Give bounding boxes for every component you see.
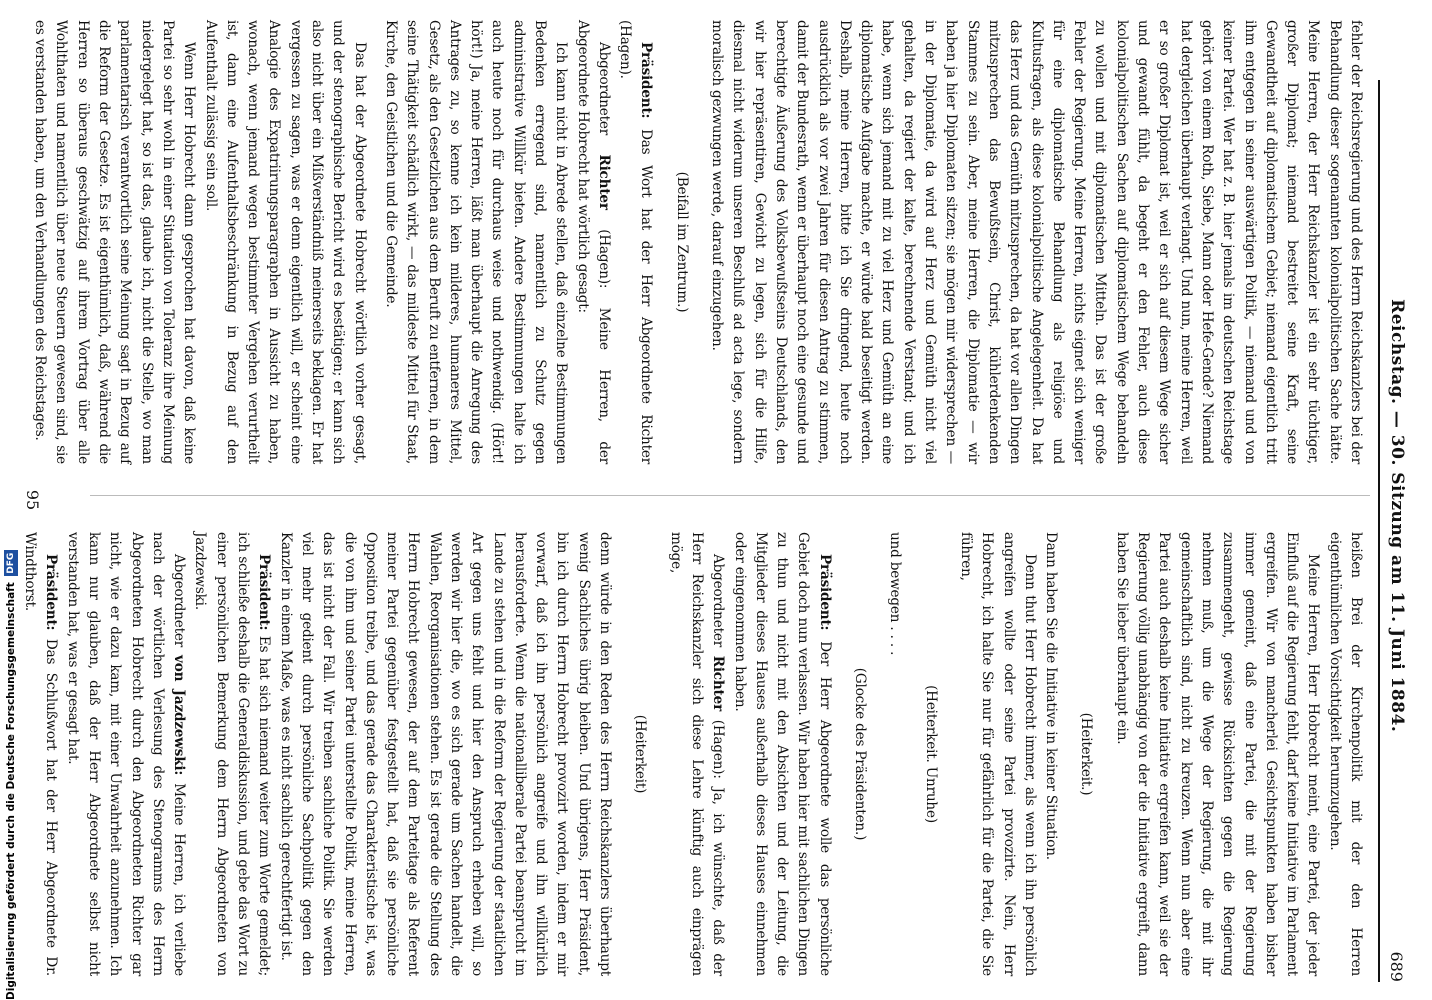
stage-direction: (Heiterkeit)	[632, 714, 649, 794]
stage-direction: (Heiterkeit.)	[1078, 712, 1095, 796]
paragraph	[571, 20, 614, 464]
paragraph	[728, 532, 834, 976]
speaker-name: Präsident:	[256, 554, 273, 631]
paragraph: fehler der Reichsregierung und des Herrn Reichskanzlers bei der Behandlung dieser sogenannten kolonialpolitischen Sache hätte. Meine Herren, der Herr Reichskanzler ist ein sehr tüchtiger, großer Diplomat; niemand bestreitet seine Kraft, seine Gewandtheit auf diplomatischem Gebiet; niemand eigentlich tritt ihm entgegen in seiner auswärtigen Politik, — niemand und von keiner Partei. Wer hat z. B. hier jemals im deutschen Reichstage gehört von einem Roth, Siebe, Mann oder Hefe-Gende? Niemand hat dergleichen überhaupt verlangt. Und nun, meine Herren, weil er so großer Diplomat ist, weil er sich auf diesem Wege sicher und gewandt fühlt, da begeht er den Fehler, auch diese kolonialpolitischen Sachen auf diplomatischem Wege behandeln zu wollen und mit diplomatischen Mitteln. Das ist der große Fehler der Regierung. Meine Herren, nichts eignet sich weniger für eine diplomatische Behandlung als religiöse und Kultusfragen, als diese kolonialpolitische Angelegenheit. Da hat das Herz und das Gemüth mitzusprechen, da hat vor allen Dingen mitzusprechen das Bewußtsein, Christ, kühlerdenkenden Stammes zu sein. Aber, meine Herren, die Diplomatie — wir haben ja hier Diplomaten sitzen; sie mögen mir widersprechen — in der Diplomatie, da wird auf Herz und Gemüth nicht viel gehalten, da regiert der kalte, berechnende Verstand; und ich habe, wenn sich jemand mit zu viel Herz und Gemüth an eine diplomatische Aufgabe machte, er würde bald beseitigt werden. Deshalb, meine Herren, bitte ich Sie dringend, heute noch ausdrücklich als vor zwei Jahren für diesen Antrag zu stimmen, damit der Bundesrath, wenn er überhaupt noch eine gesunde und berechtigte Äußerung des Volksbewußtseins Deutschlands, den wir hier repräsentiren, Gewicht zu legen, sich für die Hilfe, diesmal nicht widerum unseren Beschluß ad acta lege, sondern moralisch gezwungen werde, darauf einzugehen.	[709, 20, 1364, 465]
paragraph: denn würde in den Reden des Herrn Reichskanzlers überhaupt wenig Sachliches übrig bleiben. Und übrigens, Herr Präsident, bin ich durch Herrn Hobrecht provozirt worden, indem er mir vorwarf, daß ich ihn persönlich angreife und ihn willkürlich herausforderte. Wenn die nationalliberale Partei beansprucht im Lande zu stehen und in die Reform der Regierung der staatlichen Art gegen uns fehlt und hier den Anspruch erheben will, so werden wir hier die, wo es sich gerade um Sachen handelt, die Wahlen, Reorganisationen stehen. Es ist gerade die Stellung des Herrn Hobrecht gewesen, der auf dem Parteitage als Referent meiner Partei gegenüber festgestellt hat, daß sie persönliche Opposition treibe, und das gerade das Charakteristische ist, was die von ihm und seiner Partei unterstellte Politik, meine Herren, das ist nicht der Fall. Wir treiben sachliche Politik. Sie werden viel mehr gedient durch persönliche Sachpolitik gegen den Kanzler in einem Maße, was es nicht sachlich gerechtfertigt ist.	[277, 532, 614, 976]
speaker-name: Präsident:	[43, 554, 60, 631]
page-header	[1378, 80, 1414, 982]
paragraph-text: Meine Herren, ich verliebe nach der wörtlichen Verlesung des Stenogramms des Herrn Abgeordneten Hobrecht durch den Abgeordneten Richter gar nicht, wie er dazu kam, mit einer Unwahrheit anzunehmen. Ich kann nur glauben, daß der Herr Abgeordnete selbst nicht verstanden hat, was er gesagt hat.	[64, 532, 188, 977]
paragraph-text: Das Wort hat der Herr Abgeordnete Richter (Hagen).	[617, 20, 655, 464]
dfg-logo: DFG	[4, 550, 18, 576]
left-text-column	[29, 20, 1366, 464]
speaker-name: Präsident:	[638, 42, 655, 119]
paragraph: Das hat der Abgeordnete Hobrecht wörtlich vorher gesagt, und der stenographische Bericht wird es bestätigen; er kann sich also nicht über ein Mißverständniß meinerseits beklagen. Er hat vergessen zu sagen, was er denn eigentlich will, er scheint eine Analogie des Expatriirungsparagraphen in Aussicht zu haben, wonach, wenn jemand wegen bestimmter Vergehen verurtheilt ist, dann eine Aufenthaltsbeschränkung in Bezug auf den Aufenthalt zulässig sein soll.	[202, 20, 368, 464]
digitization-note-text: Digitalisierung gefördert durch die Deutsche Forschungsgemeinschaft	[5, 582, 17, 1000]
digitization-note	[4, 0, 18, 1000]
speaker-name: Richter	[595, 154, 612, 210]
paragraph: Dann haben Sie die Initiative in keiner Situation.	[1043, 532, 1060, 860]
paragraph-gap	[370, 20, 380, 464]
paragraph-text: Das Schlußwort hat der Herr Abgeordnete Dr. Windthorst.	[22, 532, 60, 976]
paragraph: Denn thut Herr Hobrecht immer, als wenn ich ihn persönlich angreifen wollte oder seine Partei provozirte. Nein, Herr Hobrecht, ich halte Sie nur für gefährlich für die Partei, die Sie führen,	[957, 532, 1038, 976]
paragraph: und bewegen . . . .	[887, 532, 904, 656]
paragraph	[189, 532, 274, 976]
paragraph-text: Abgeordneter	[171, 554, 188, 656]
stage-direction: (Glocke des Präsidenten.)	[852, 667, 869, 841]
paragraph-text: Abgeordneter	[710, 554, 727, 656]
footer-page-number: 95	[23, 489, 42, 511]
paragraph: Meine Herren, Herr Hobrecht meint, eine Partei, der jeder Einfluß auf die Regierung fehlt, darf keine Initiative im Parlament ergreifen. Wir von mancherlei Gesichtspunkten haben bisher immer gemeint, daß eine Partei, die mit der Regierung zusammengeht, gewisse Rücksichten gegen die Regierung nehmen muß, um die Wege der Regierung, die mit ihr gemeinschaftlich sind, nicht zu kreuzen. Wenn nun aber eine Partei auch deshalb keine Initiative ergreifen kann, weil sie der Regierung völlig unabhängig von der die Initiative ergreift, dann haben Sie lieber überhaupt ein.	[1113, 532, 1322, 976]
paragraph	[614, 20, 657, 464]
paragraph-text: Abgeordneter	[595, 42, 612, 155]
header-title: Reichstag. — 30. Sitzung am 11. Juni 1884.	[1387, 299, 1407, 733]
stage-direction: (Heiterkeit. Unruhe)	[922, 685, 939, 823]
paragraph: heißen Brei der Kirchenpolitik mit der den Herren eigenthümlichen Vorsichtigkeit herumzugehen.	[1326, 532, 1364, 976]
column-divider	[90, 495, 1370, 496]
paragraph-text: Der Herr Abgeordnete wolle das persönliche Gebiet doch nun verlassen. Wir haben hier mit sachlichen Dingen zu thun und nicht mit den Absichten und der Leitung, die Mitglieder dieses Hauses außerhalb dieses Hauses einnehmen oder eingenommen haben.	[731, 532, 833, 976]
stage-direction: (Beifall im Zentrum.)	[673, 171, 690, 313]
paragraph: Wenn Herr Hobrecht dann gesprochen hat davon, daß keine Partei so sehr wohl in einer Situation von Toleranz ihre Meinung niedergelegt hat, so ist das, glaube ich, nicht die Stelle, wo man parlamentarisch verantwortlich seine Meinung sagt in Bezug auf die Reform der Gesetze. Es ist eigenthümlich, daß, während die Herren so überaus geschwätzig auf ihrem Vortrag über alle Wohlthaten und namentlich über neue Steuern gewesen sind, sie es verstanden haben, um den Verhandlungen des Reichstages.	[32, 20, 198, 464]
header-page-number: 689	[1387, 951, 1407, 982]
paragraph-text: (Hagen): Ja, ich wünschte, daß der Herr Reichskanzler sich diese Lehre künftig auch einprägen möge,	[667, 532, 727, 976]
right-text-column	[19, 532, 1366, 976]
paragraph	[61, 532, 189, 976]
speaker-name: von Jazdzewski:	[171, 655, 188, 776]
paragraph-text: Es hat sich niemand weiter zum Worte gemeldet; ich schließe deshalb die Generaldiskussion, und gebe das Wort zu einer persönlichen Bemerkung dem Herrn Abgeordneten von Jazdzewski.	[192, 532, 273, 976]
paragraph-text: (Hagen): Meine Herren, der Abgeordnete Hobrecht hat wörtlich gesagt:	[574, 20, 612, 464]
paragraph	[664, 532, 728, 976]
speaker-name: Richter	[710, 655, 727, 712]
paragraph: Ich kann nicht in Abrede stellen, daß einzelne Bestimmungen Bedenken erregend sind, namentlich zu Schutz gegen administrative Willkür bieten. Andere Bestimmungen halte ich auch heute noch für durchaus weise und nothwendig. (Hört! hört!) Ja, meine Herren, läßt man überhaupt die Anregung des Antrages zu, so kenne ich kein milderes, humaneres Mittel, Gesetz, als den Gesetzlichen aus dem Beruft zu entfernen, in dem seine Thätigkeit schädlich wirkt, — das mildeste Mittel für Staat, Kirche, den Geistlichen und die Gemeinde.	[382, 20, 570, 464]
speaker-name: Präsident:	[816, 554, 833, 631]
